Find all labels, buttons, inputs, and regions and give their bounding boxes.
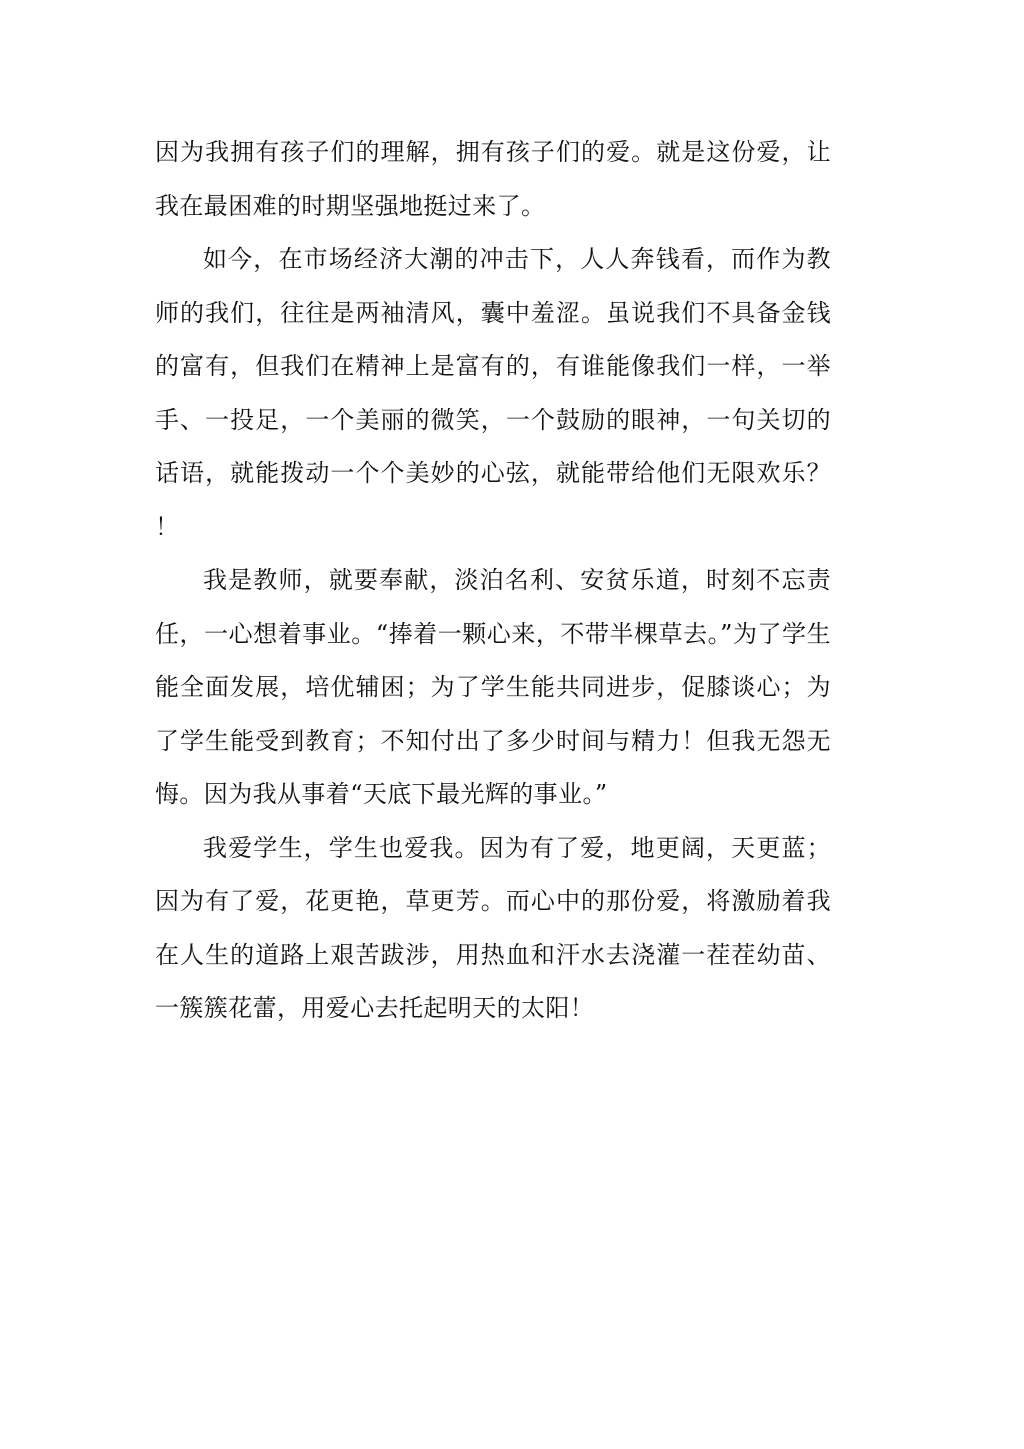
paragraph-continued: 因为我拥有孩子们的理解，拥有孩子们的爱。就是这份爱，让我在最困难的时期坚强地挺过来了。 (155, 138, 831, 220)
paragraph-love-students: 我爱学生，学生也爱我。因为有了爱，地更阔，天更蓝；因为有了爱，花更艳，草更芳。而心中的那份爱，将激励着我在人生的道路上艰苦跋涉，用热血和汗水去浇灌一茬茬幼苗、一簇簇花蕾，用爱心去托起明天的太阳！ (155, 833, 831, 1022)
document-body (155, 126, 831, 1036)
paragraph-teacher-dedication: 我是教师，就要奉献，淡泊名利、安贫乐道，时刻不忘责任，一心想着事业。“捧着一颗心来，不带半棵草去。”为了学生能全面发展，培优辅困；为了学生能共同进步，促膝谈心；为了学生能受到教育；不知付出了多少时间与精力！但我无怨无悔。因为我从事着“天底下最光辉的事业。” (155, 566, 831, 808)
paragraph-market-economy: 如今，在市场经济大潮的冲击下，人人奔钱看，而作为教师的我们，往往是两袖清风，囊中羞涩。虽说我们不具备金钱的富有，但我们在精神上是富有的，有谁能像我们一样，一举手、一投足，一个美丽的微笑，一个鼓励的眼神，一句关切的话语，就能拨动一个个美妙的心弦，就能带给他们无限欢乐？！ (155, 245, 831, 541)
